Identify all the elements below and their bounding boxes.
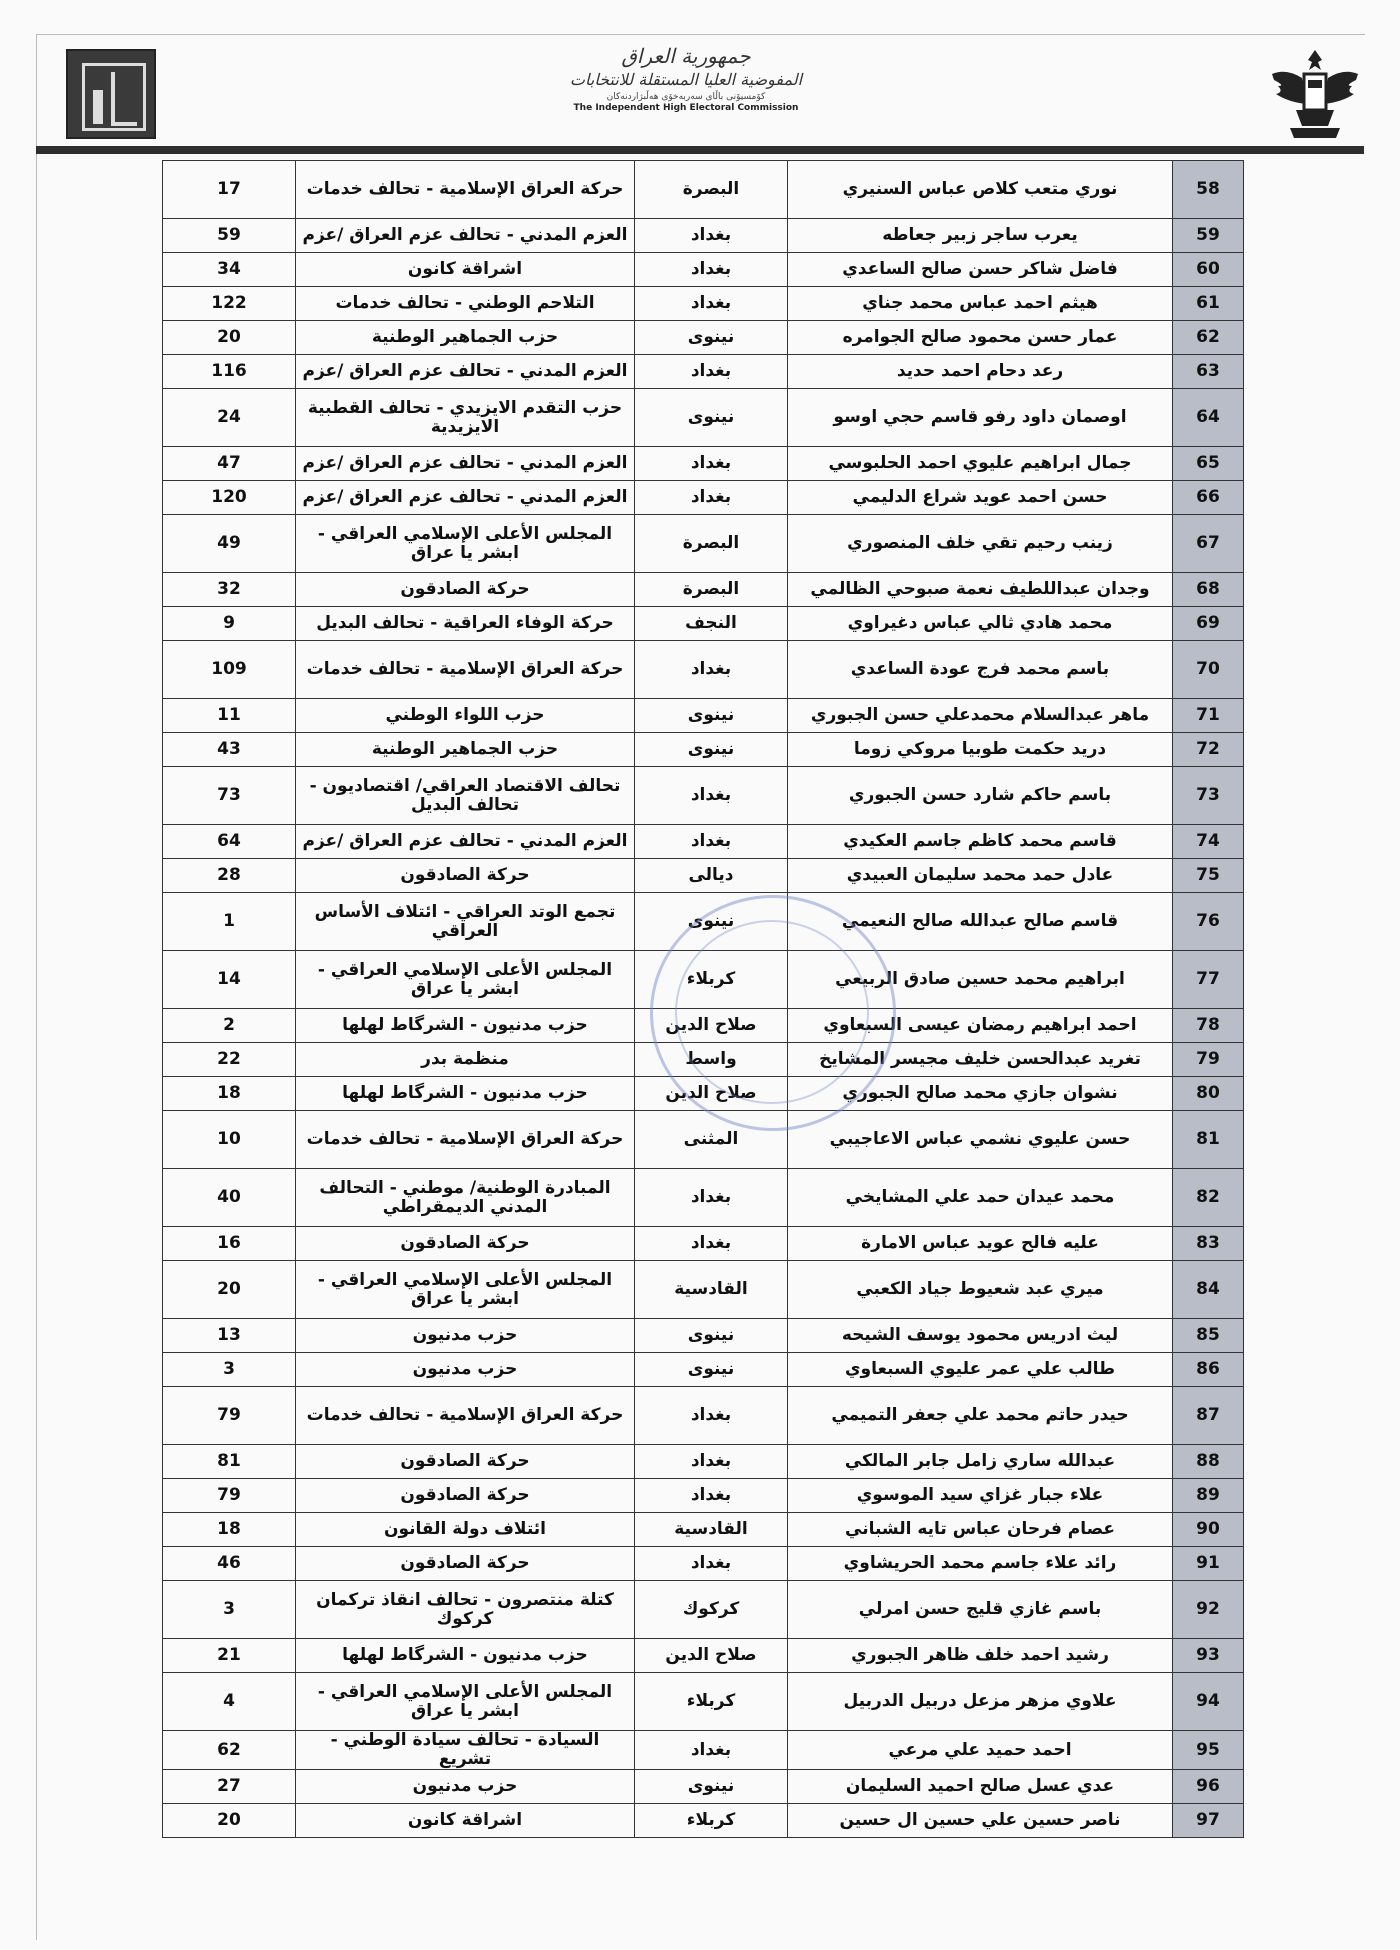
province-name: القادسية [635,1513,788,1547]
candidate-name: فاضل شاكر حسن صالح الساعدي [788,253,1173,287]
table-row [163,321,1244,355]
table-row [163,447,1244,481]
table-row [163,1111,1244,1169]
table-row [163,1581,1244,1639]
row-number: 93 [1173,1639,1244,1673]
table-row [163,253,1244,287]
table-row [163,1445,1244,1479]
party-name: اشراقة كانون [296,253,635,287]
table-row [163,733,1244,767]
table-row [163,1169,1244,1227]
row-number: 80 [1173,1077,1244,1111]
vote-count: 46 [163,1547,296,1581]
table-row [163,219,1244,253]
row-number: 87 [1173,1387,1244,1445]
province-name: كربلاء [635,951,788,1009]
row-number: 90 [1173,1513,1244,1547]
table-row [163,1770,1244,1804]
table-row [163,1731,1244,1770]
table-row [163,1804,1244,1838]
row-number: 60 [1173,253,1244,287]
candidate-name: طالب علي عمر عليوي السبعاوي [788,1353,1173,1387]
province-name: بغداد [635,641,788,699]
party-name: المجلس الأعلى الإسلامي العراقي - ابشر يا عراق [296,1673,635,1731]
vote-count: 4 [163,1673,296,1731]
province-name: صلاح الدين [635,1639,788,1673]
party-name: حركة الصادقون [296,1445,635,1479]
table-row [163,951,1244,1009]
province-name: المثنى [635,1111,788,1169]
vote-count: 81 [163,1445,296,1479]
vote-count: 116 [163,355,296,389]
table-row [163,893,1244,951]
province-name: بغداد [635,219,788,253]
table-row [163,1479,1244,1513]
vote-count: 62 [163,1731,296,1770]
province-name: نينوى [635,699,788,733]
vote-count: 3 [163,1581,296,1639]
candidate-name: عبدالله ساري زامل جابر المالكي [788,1445,1173,1479]
province-name: بغداد [635,447,788,481]
vote-count: 20 [163,321,296,355]
table-row [163,699,1244,733]
table-row [163,1043,1244,1077]
party-name: العزم المدني - تحالف عزم العراق /عزم [296,825,635,859]
document-header [36,34,1364,152]
vote-count: 9 [163,607,296,641]
province-name: صلاح الدين [635,1009,788,1043]
vote-count: 20 [163,1261,296,1319]
party-name: حركة العراق الإسلامية - تحالف خدمات [296,641,635,699]
vote-count: 32 [163,573,296,607]
candidates-table [162,160,1244,1838]
party-name: حركة الصادقون [296,573,635,607]
table-row [163,1261,1244,1319]
candidate-name: باسم محمد فرج عودة الساعدي [788,641,1173,699]
row-number: 88 [1173,1445,1244,1479]
candidate-name: علاوي مزهر مزعل دربيل الدربيل [788,1673,1173,1731]
province-name: نينوى [635,1319,788,1353]
row-number: 92 [1173,1581,1244,1639]
party-name: حركة الوفاء العراقية - تحالف البديل [296,607,635,641]
row-number: 89 [1173,1479,1244,1513]
province-name: صلاح الدين [635,1077,788,1111]
row-number: 71 [1173,699,1244,733]
candidate-name: ميري عبد شعيوط جياد الكعبي [788,1261,1173,1319]
candidate-name: زينب رحيم تقي خلف المنصوري [788,515,1173,573]
party-name: حزب مدنيون - الشرگاط لهلها [296,1639,635,1673]
candidate-name: عادل حمد محمد سليمان العبيدي [788,859,1173,893]
row-number: 82 [1173,1169,1244,1227]
row-number: 61 [1173,287,1244,321]
party-name: العزم المدني - تحالف عزم العراق /عزم [296,355,635,389]
party-name: تحالف الاقتصاد العراقي/ اقتصاديون - تحالف البديل [296,767,635,825]
province-name: كربلاء [635,1804,788,1838]
province-name: ديالى [635,859,788,893]
row-number: 67 [1173,515,1244,573]
candidate-name: عدي عسل صالح احميد السليمان [788,1770,1173,1804]
vote-count: 120 [163,481,296,515]
vote-count: 18 [163,1077,296,1111]
table-row [163,1353,1244,1387]
candidate-name: حسن احمد عويد شراع الدليمي [788,481,1173,515]
province-name: نينوى [635,893,788,951]
table-row [163,389,1244,447]
party-name: حزب مدنيون - الشرگاط لهلها [296,1077,635,1111]
table-row [163,1387,1244,1445]
vote-count: 1 [163,893,296,951]
province-name: البصرة [635,515,788,573]
candidate-name: قاسم محمد كاظم جاسم العكيدي [788,825,1173,859]
candidate-name: رعد دحام احمد حديد [788,355,1173,389]
row-number: 73 [1173,767,1244,825]
table-row [163,355,1244,389]
row-number: 66 [1173,481,1244,515]
party-name: العزم المدني - تحالف عزم العراق /عزم [296,219,635,253]
party-name: حزب الجماهير الوطنية [296,321,635,355]
row-number: 62 [1173,321,1244,355]
candidate-name: حسن عليوي نشمي عباس الاعاجيبي [788,1111,1173,1169]
vote-count: 16 [163,1227,296,1261]
candidate-name: باسم غازي قليج حسن امرلي [788,1581,1173,1639]
row-number: 69 [1173,607,1244,641]
table-row [163,1547,1244,1581]
row-number: 96 [1173,1770,1244,1804]
vote-count: 3 [163,1353,296,1387]
vote-count: 14 [163,951,296,1009]
candidate-name: رشيد احمد خلف ظاهر الجبوري [788,1639,1173,1673]
vote-count: 24 [163,389,296,447]
candidate-name: هيثم احمد عباس محمد جناي [788,287,1173,321]
province-name: البصرة [635,573,788,607]
row-number: 91 [1173,1547,1244,1581]
province-name: بغداد [635,1387,788,1445]
party-name: اشراقة كانون [296,1804,635,1838]
candidate-name: ليث ادريس محمود يوسف الشيحه [788,1319,1173,1353]
table-row [163,607,1244,641]
candidate-name: تغريد عبدالحسن خليف مجيسر المشايخ [788,1043,1173,1077]
vote-count: 43 [163,733,296,767]
candidate-name: جمال ابراهيم عليوي احمد الحلبوسي [788,447,1173,481]
party-name: حزب الجماهير الوطنية [296,733,635,767]
party-name: حزب مدنيون - الشرگاط لهلها [296,1009,635,1043]
province-name: كركوك [635,1581,788,1639]
party-name: حزب التقدم الايزيدي - تحالف القطبية الايزيدية [296,389,635,447]
table-row [163,1513,1244,1547]
party-name: ائتلاف دولة القانون [296,1513,635,1547]
row-number: 72 [1173,733,1244,767]
row-number: 63 [1173,355,1244,389]
province-name: نينوى [635,733,788,767]
row-number: 70 [1173,641,1244,699]
candidate-name: اوصمان داود رفو قاسم حجي اوسو [788,389,1173,447]
row-number: 58 [1173,161,1244,219]
party-name: حركة الصادقون [296,1227,635,1261]
row-number: 85 [1173,1319,1244,1353]
province-name: بغداد [635,825,788,859]
candidate-name: وجدان عبداللطيف نعمة صبوحي الظالمي [788,573,1173,607]
province-name: كربلاء [635,1673,788,1731]
row-number: 64 [1173,389,1244,447]
party-name: حزب اللواء الوطني [296,699,635,733]
candidate-name: احمد حميد علي مرعي [788,1731,1173,1770]
party-name: العزم المدني - تحالف عزم العراق /عزم [296,447,635,481]
vote-count: 27 [163,1770,296,1804]
candidate-name: عصام فرحان عباس تايه الشباني [788,1513,1173,1547]
province-name: نينوى [635,389,788,447]
table-row [163,1227,1244,1261]
vote-count: 40 [163,1169,296,1227]
candidate-name: عليه فالح عويد عباس الامارة [788,1227,1173,1261]
party-name: حركة العراق الإسلامية - تحالف خدمات [296,161,635,219]
candidate-name: حيدر حاتم محمد علي جعفر التميمي [788,1387,1173,1445]
table-row [163,1319,1244,1353]
candidate-name: قاسم صالح عبدالله صالح النعيمي [788,893,1173,951]
party-name: حزب مدنيون [296,1770,635,1804]
row-number: 59 [1173,219,1244,253]
province-name: بغداد [635,1227,788,1261]
candidate-name: رائد علاء جاسم محمد الحريشاوي [788,1547,1173,1581]
candidate-name: دريد حكمت طوبيا مروكي زوما [788,733,1173,767]
candidate-name: باسم حاكم شارد حسن الجبوري [788,767,1173,825]
vote-count: 11 [163,699,296,733]
party-name: العزم المدني - تحالف عزم العراق /عزم [296,481,635,515]
vote-count: 79 [163,1479,296,1513]
table-row [163,1009,1244,1043]
row-number: 75 [1173,859,1244,893]
party-name: التلاحم الوطني - تحالف خدمات [296,287,635,321]
province-name: بغداد [635,481,788,515]
province-name: القادسية [635,1261,788,1319]
province-name: بغداد [635,1731,788,1770]
vote-count: 20 [163,1804,296,1838]
province-name: بغداد [635,1445,788,1479]
province-name: البصرة [635,161,788,219]
header-divider [36,146,1364,154]
row-number: 97 [1173,1804,1244,1838]
party-name: حركة الصادقون [296,859,635,893]
row-number: 74 [1173,825,1244,859]
province-name: بغداد [635,1169,788,1227]
province-name: واسط [635,1043,788,1077]
vote-count: 10 [163,1111,296,1169]
candidate-name: محمد هادي ثالي عباس دغيراوي [788,607,1173,641]
table-row [163,1077,1244,1111]
province-name: بغداد [635,287,788,321]
party-name: المبادرة الوطنية/ موطني - التحالف المدني الديمقراطي [296,1169,635,1227]
row-number: 86 [1173,1353,1244,1387]
province-name: نينوى [635,321,788,355]
table-row [163,641,1244,699]
party-name: حزب مدنيون [296,1353,635,1387]
party-name: السيادة - تحالف سيادة الوطني - تشريع [296,1731,635,1770]
table-row [163,573,1244,607]
party-name: المجلس الأعلى الإسلامي العراقي - ابشر يا عراق [296,515,635,573]
row-number: 94 [1173,1673,1244,1731]
row-number: 65 [1173,447,1244,481]
candidate-name: نوري متعب كلاص عباس السنيري [788,161,1173,219]
table-row [163,481,1244,515]
header-commission-english: The Independent High Electoral Commission [573,103,799,113]
vote-count: 47 [163,447,296,481]
row-number: 79 [1173,1043,1244,1077]
province-name: نينوى [635,1770,788,1804]
candidate-name: احمد ابراهيم رمضان عيسى السبعاوي [788,1009,1173,1043]
row-number: 81 [1173,1111,1244,1169]
vote-count: 49 [163,515,296,573]
vote-count: 22 [163,1043,296,1077]
province-name: بغداد [635,1479,788,1513]
header-titles [466,44,906,113]
party-name: حركة الصادقون [296,1547,635,1581]
row-number: 83 [1173,1227,1244,1261]
vote-count: 122 [163,287,296,321]
header-commission-kurdish: كۆمسیۆنی باڵای سەربەخۆی هەڵبژاردنەکان [606,92,766,102]
vote-count: 17 [163,161,296,219]
vote-count: 109 [163,641,296,699]
province-name: بغداد [635,355,788,389]
candidate-name: ابراهيم محمد حسين صادق الربيعي [788,951,1173,1009]
vote-count: 79 [163,1387,296,1445]
vote-count: 59 [163,219,296,253]
province-name: بغداد [635,253,788,287]
vote-count: 2 [163,1009,296,1043]
vote-count: 34 [163,253,296,287]
party-name: حركة الصادقون [296,1479,635,1513]
row-number: 78 [1173,1009,1244,1043]
party-name: حركة العراق الإسلامية - تحالف خدمات [296,1387,635,1445]
vote-count: 13 [163,1319,296,1353]
party-name: تجمع الوتد العراقي - ائتلاف الأساس العراقي [296,893,635,951]
row-number: 84 [1173,1261,1244,1319]
vote-count: 18 [163,1513,296,1547]
candidate-name: محمد عيدان حمد علي المشايخي [788,1169,1173,1227]
candidate-name: ماهر عبدالسلام محمدعلي حسن الجبوري [788,699,1173,733]
province-name: بغداد [635,767,788,825]
province-name: النجف [635,607,788,641]
table-row [163,767,1244,825]
party-name: حركة العراق الإسلامية - تحالف خدمات [296,1111,635,1169]
table-row [163,825,1244,859]
party-name: حزب مدنيون [296,1319,635,1353]
vote-count: 73 [163,767,296,825]
party-name: المجلس الأعلى الإسلامي العراقي - ابشر يا عراق [296,951,635,1009]
header-commission-arabic: المفوضية العليا المستقلة للانتخابات [569,70,803,89]
table-row [163,1639,1244,1673]
row-number: 77 [1173,951,1244,1009]
row-number: 95 [1173,1731,1244,1770]
vote-count: 21 [163,1639,296,1673]
vote-count: 64 [163,825,296,859]
party-name: كتلة منتصرون - تحالف انقاذ تركمان كركوك [296,1581,635,1639]
table-row [163,859,1244,893]
candidate-name: ناصر حسين علي حسين ال حسين [788,1804,1173,1838]
candidate-name: عمار حسن محمود صالح الجوامره [788,321,1173,355]
table-row [163,161,1244,219]
province-name: بغداد [635,1547,788,1581]
candidate-name: يعرب ساجر زبير جعاطه [788,219,1173,253]
table-row [163,287,1244,321]
party-name: منظمة بدر [296,1043,635,1077]
vote-count: 28 [163,859,296,893]
candidate-name: نشوان جازي محمد صالح الجبوري [788,1077,1173,1111]
candidate-name: علاء جبار غزاي سيد الموسوي [788,1479,1173,1513]
eagle-emblem-icon [1266,44,1364,144]
province-name: نينوى [635,1353,788,1387]
row-number: 68 [1173,573,1244,607]
table-row [163,515,1244,573]
row-number: 76 [1173,893,1244,951]
header-country: جمهورية العراق [621,44,751,68]
party-name: المجلس الأعلى الإسلامي العراقي - ابشر يا عراق [296,1261,635,1319]
table-row [163,1673,1244,1731]
ihec-logo-icon [66,49,156,139]
